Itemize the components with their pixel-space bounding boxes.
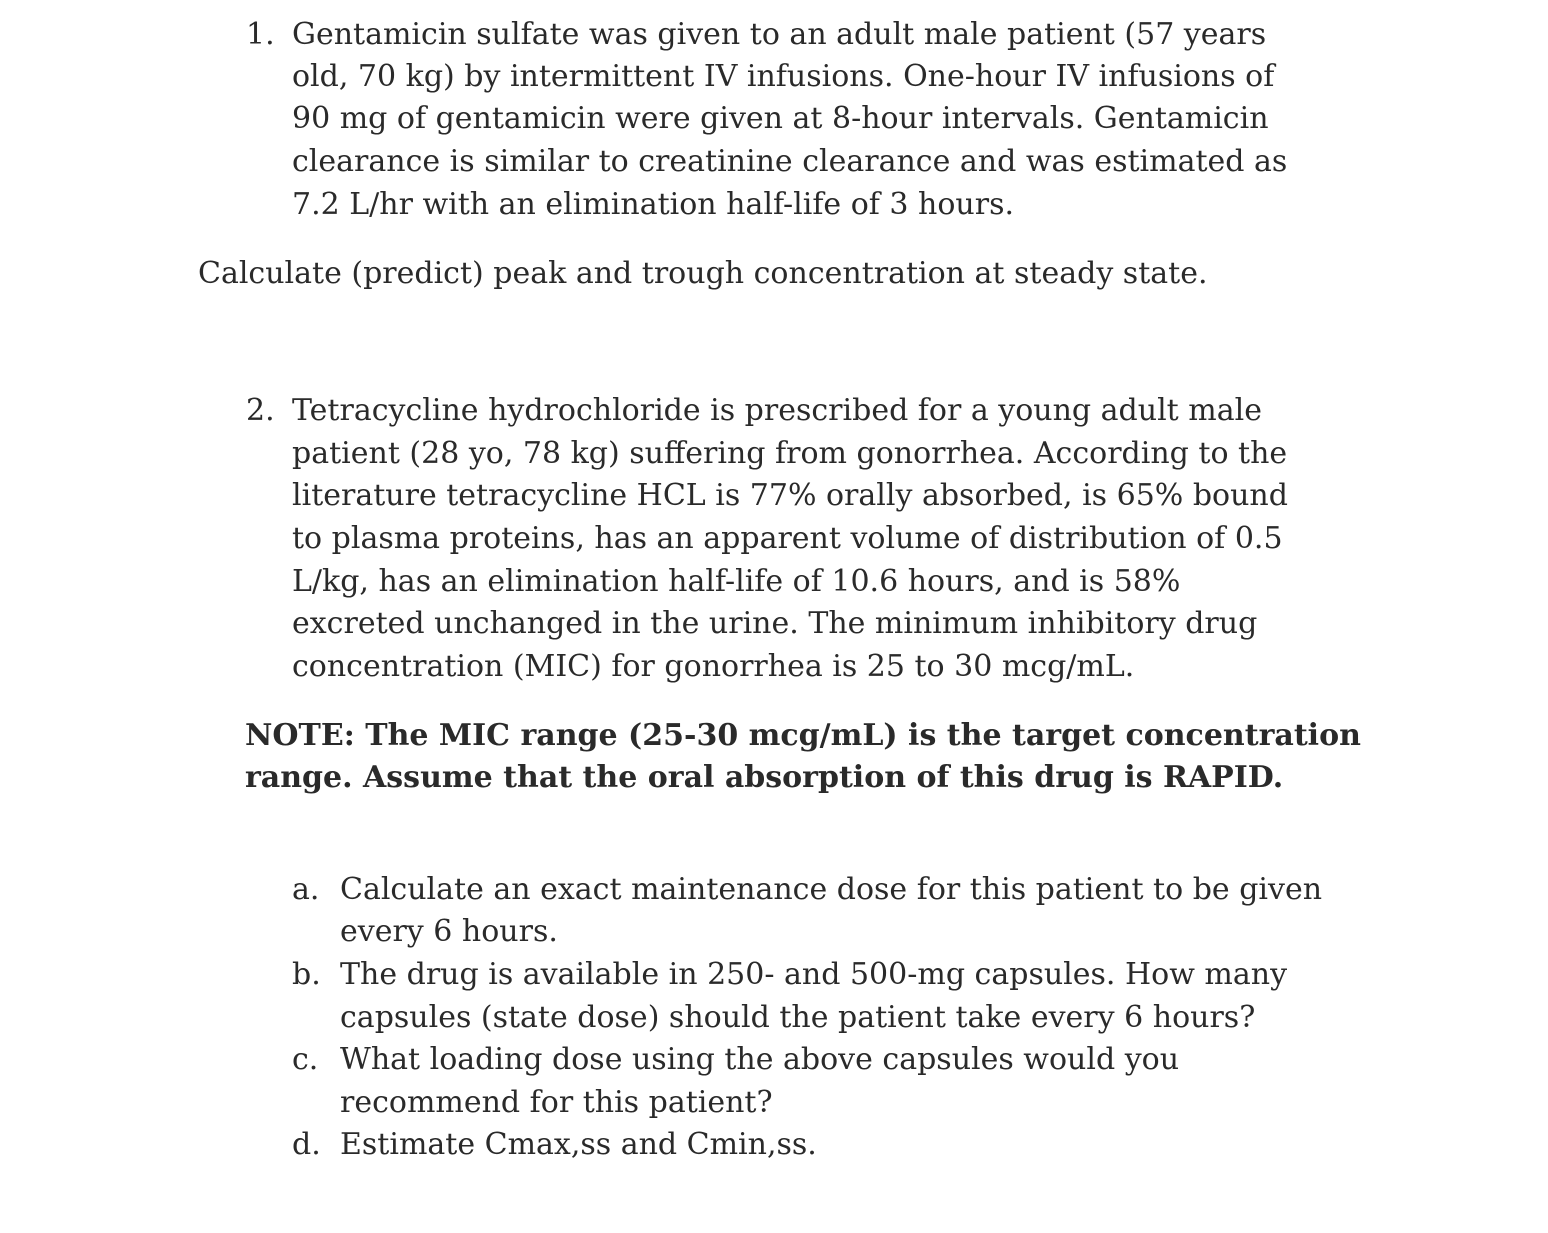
subquestion-d-letter: d. <box>292 1127 321 1162</box>
problem-2-line: literature tetracycline HCL is 77% orally absorbed, is 65% bound <box>292 478 1288 513</box>
problem-1-line: old, 70 kg) by intermittent IV infusions. One-hour IV infusions of <box>292 59 1275 94</box>
note-line: range. Assume that the oral absorption of this drug is RAPID. <box>245 760 1284 795</box>
note-line: NOTE: The MIC range (25-30 mcg/mL) is the target concentration <box>245 718 1361 753</box>
subquestion-d-line: Estimate Cmax,ss and Cmin,ss. <box>340 1127 817 1162</box>
problem-1-line: Gentamicin sulfate was given to an adult male patient (57 years <box>292 17 1267 52</box>
subquestion-c-letter: c. <box>292 1042 319 1077</box>
subquestion-b-letter: b. <box>292 957 321 992</box>
problem-2-line: excreted unchanged in the urine. The minimum inhibitory drug <box>292 606 1258 641</box>
subquestion-a-line: every 6 hours. <box>340 914 558 949</box>
subquestion-b-line: The drug is available in 250- and 500-mg capsules. How many <box>340 957 1288 992</box>
problem-1-question: Calculate (predict) peak and trough concentration at steady state. <box>198 256 1208 291</box>
problem-2-line: patient (28 yo, 78 kg) suffering from gonorrhea. According to the <box>292 436 1288 471</box>
problem-2-line: Tetracycline hydrochloride is prescribed for a young adult male <box>292 393 1262 428</box>
subquestion-b-line: capsules (state dose) should the patient take every 6 hours? <box>340 1000 1256 1035</box>
subquestion-c-line: recommend for this patient? <box>340 1085 773 1120</box>
problem-1-line: 7.2 L/hr with an elimination half-life of 3 hours. <box>292 187 1015 222</box>
problem-1-line: 90 mg of gentamicin were given at 8-hour intervals. Gentamicin <box>292 101 1269 136</box>
subquestion-a-line: Calculate an exact maintenance dose for this patient to be given <box>340 872 1323 907</box>
problem-2-line: to plasma proteins, has an apparent volume of distribution of 0.5 <box>292 521 1283 556</box>
problem-2-line: concentration (MIC) for gonorrhea is 25 to 30 mcg/mL. <box>292 649 1135 684</box>
problem-1-line: clearance is similar to creatinine clearance and was estimated as <box>292 144 1288 179</box>
problem-2-number: 2. <box>246 393 275 428</box>
problem-1-number: 1. <box>246 17 275 52</box>
problem-2-line: L/kg, has an elimination half-life of 10.6 hours, and is 58% <box>292 564 1181 599</box>
subquestion-a-letter: a. <box>292 872 320 907</box>
subquestion-c-line: What loading dose using the above capsules would you <box>340 1042 1180 1077</box>
